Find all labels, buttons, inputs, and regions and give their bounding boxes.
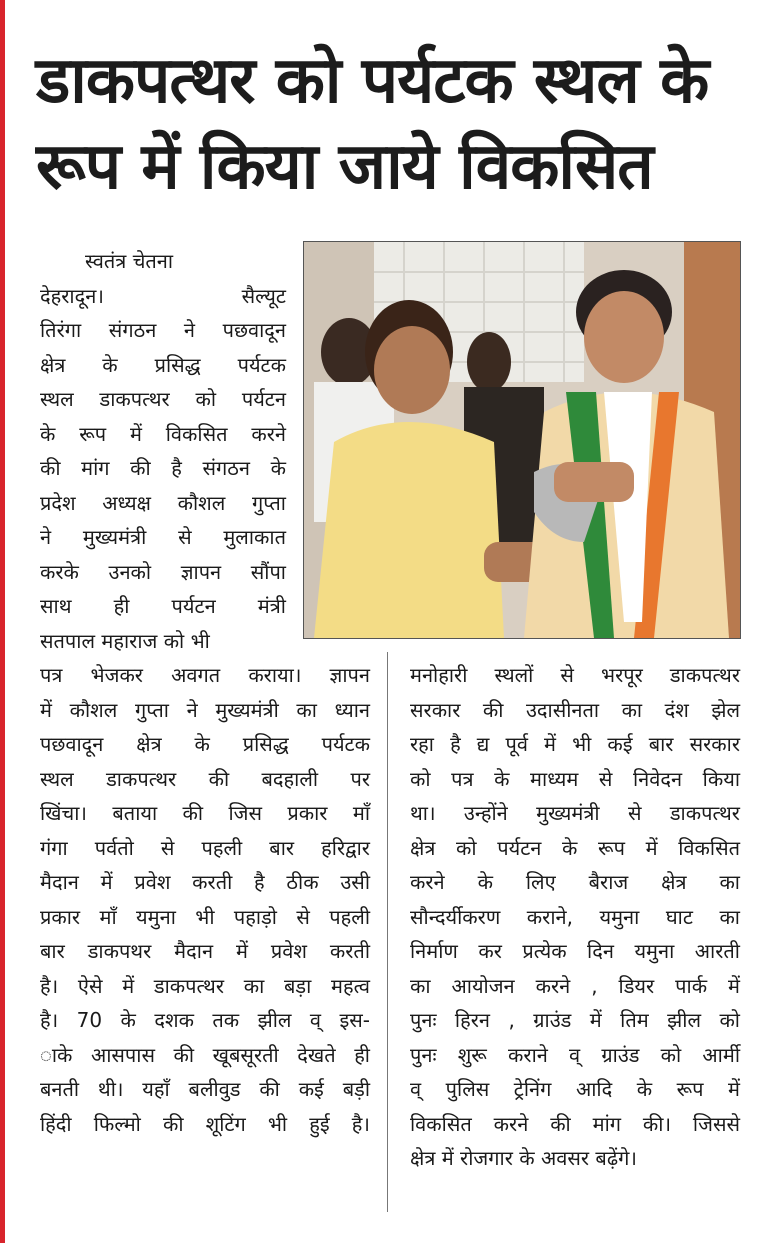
article-line: खिंचा। बताया की जिस प्रकार माँ	[40, 801, 370, 825]
article-line: क्षेत्र को पर्यटन के रूप में विकसित	[410, 835, 740, 860]
article-line: में कौशल गुप्ता ने मुख्यमंत्री का ध्यान	[40, 697, 370, 722]
article-line: बनती थी। यहाँ बलीवुड की कई बड़ी	[40, 1077, 370, 1101]
article-line: पछवादून क्षेत्र के प्रसिद्ध पर्यटक	[40, 732, 370, 756]
article-line: ाके आसपास की खूबसूरती देखते ही	[40, 1042, 370, 1067]
article-column-left-top	[40, 244, 286, 658]
article-column-left-bottom	[40, 658, 370, 1141]
article-line: ने मुख्यमंत्री से मुलाकात	[40, 525, 286, 549]
article-column-right	[410, 658, 740, 1176]
article-line: पुनः हिरन , ग्राउंड में तिम झील को	[410, 1008, 740, 1032]
article-line: का आयोजन करने , डियर पार्क में	[410, 973, 740, 998]
news-photo	[303, 241, 741, 639]
news-photo-image	[304, 242, 740, 638]
article-line: करने के लिए बैराज क्षेत्र का	[410, 870, 740, 894]
article-line: सौन्दर्यीकरण कराने, यमुना घाट का	[410, 904, 740, 929]
article-line: के रूप में विकसित करने	[40, 421, 286, 446]
article-line: पुनः शुरू कराने व् ग्राउंड को आर्मी	[410, 1042, 740, 1067]
byline: स्वतंत्र चेतना	[85, 249, 174, 273]
article-line: विकसित करने की मांग की। जिससे	[410, 1111, 740, 1136]
article-line: है। 70 के दशक तक झील व् इस-	[40, 1008, 370, 1032]
article-line: क्षेत्र के प्रसिद्ध पर्यटक	[40, 352, 286, 377]
article-line: करके उनको ज्ञापन सौंपा	[40, 559, 286, 584]
article-line: देहरादून। सैल्यूट	[40, 283, 286, 308]
page-edge-rule	[0, 0, 5, 1243]
headline	[36, 38, 756, 210]
article-line: सरकार की उदासीनता का दंश झेल	[410, 697, 740, 722]
article-line: गंगा पर्वतो से पहली बार हरिद्वार	[40, 835, 370, 860]
column-divider	[387, 652, 388, 1212]
article-line: हिंदी फिल्मो की शूटिंग भी हुई है।	[40, 1111, 370, 1136]
article-line: सतपाल महाराज को भी	[40, 628, 210, 653]
article-line: बार डाकपथर मैदान में प्रवेश करती	[40, 939, 370, 963]
article-line: रहा है द्य पूर्व में भी कई बार सरकार	[410, 732, 740, 756]
article-line: साथ ही पर्यटन मंत्री	[40, 594, 286, 618]
article-line: था। उन्होंने मुख्यमंत्री से डाकपत्थर	[410, 801, 740, 825]
article-line: व् पुलिस ट्रेनिंग आदि के रूप में	[410, 1077, 740, 1101]
article-line: है। ऐसे में डाकपत्थर का बड़ा महत्व	[40, 973, 370, 998]
article-line: तिरंगा संगठन ने पछवादून	[40, 318, 286, 342]
headline-line-2: रूप में किया जाये विकसित	[36, 130, 653, 204]
article-line: की मांग की है संगठन के	[40, 456, 286, 480]
article-line: मैदान में प्रवेश करती है ठीक उसी	[40, 870, 370, 894]
article-line: निर्माण कर प्रत्येक दिन यमुना आरती	[410, 939, 740, 963]
article-line: स्थल डाकपत्थर को पर्यटन	[40, 387, 286, 411]
article-line: पत्र भेजकर अवगत कराया। ज्ञापन	[40, 663, 370, 687]
article-line: मनोहारी स्थलों से भरपूर डाकपत्थर	[410, 663, 740, 687]
article-line: प्रदेश अध्यक्ष कौशल गुप्ता	[40, 490, 286, 515]
article-line: को पत्र के माध्यम से निवेदन किया	[410, 766, 740, 791]
article-line: क्षेत्र में रोजगार के अवसर बढ़ेंगे।	[410, 1146, 637, 1170]
headline-line-1: डाकपत्थर को पर्यटक स्थल के	[36, 44, 709, 118]
article-line: प्रकार माँ यमुना भी पहाड़ो से पहली	[40, 904, 370, 929]
article-line: स्थल डाकपत्थर की बदहाली पर	[40, 766, 370, 791]
